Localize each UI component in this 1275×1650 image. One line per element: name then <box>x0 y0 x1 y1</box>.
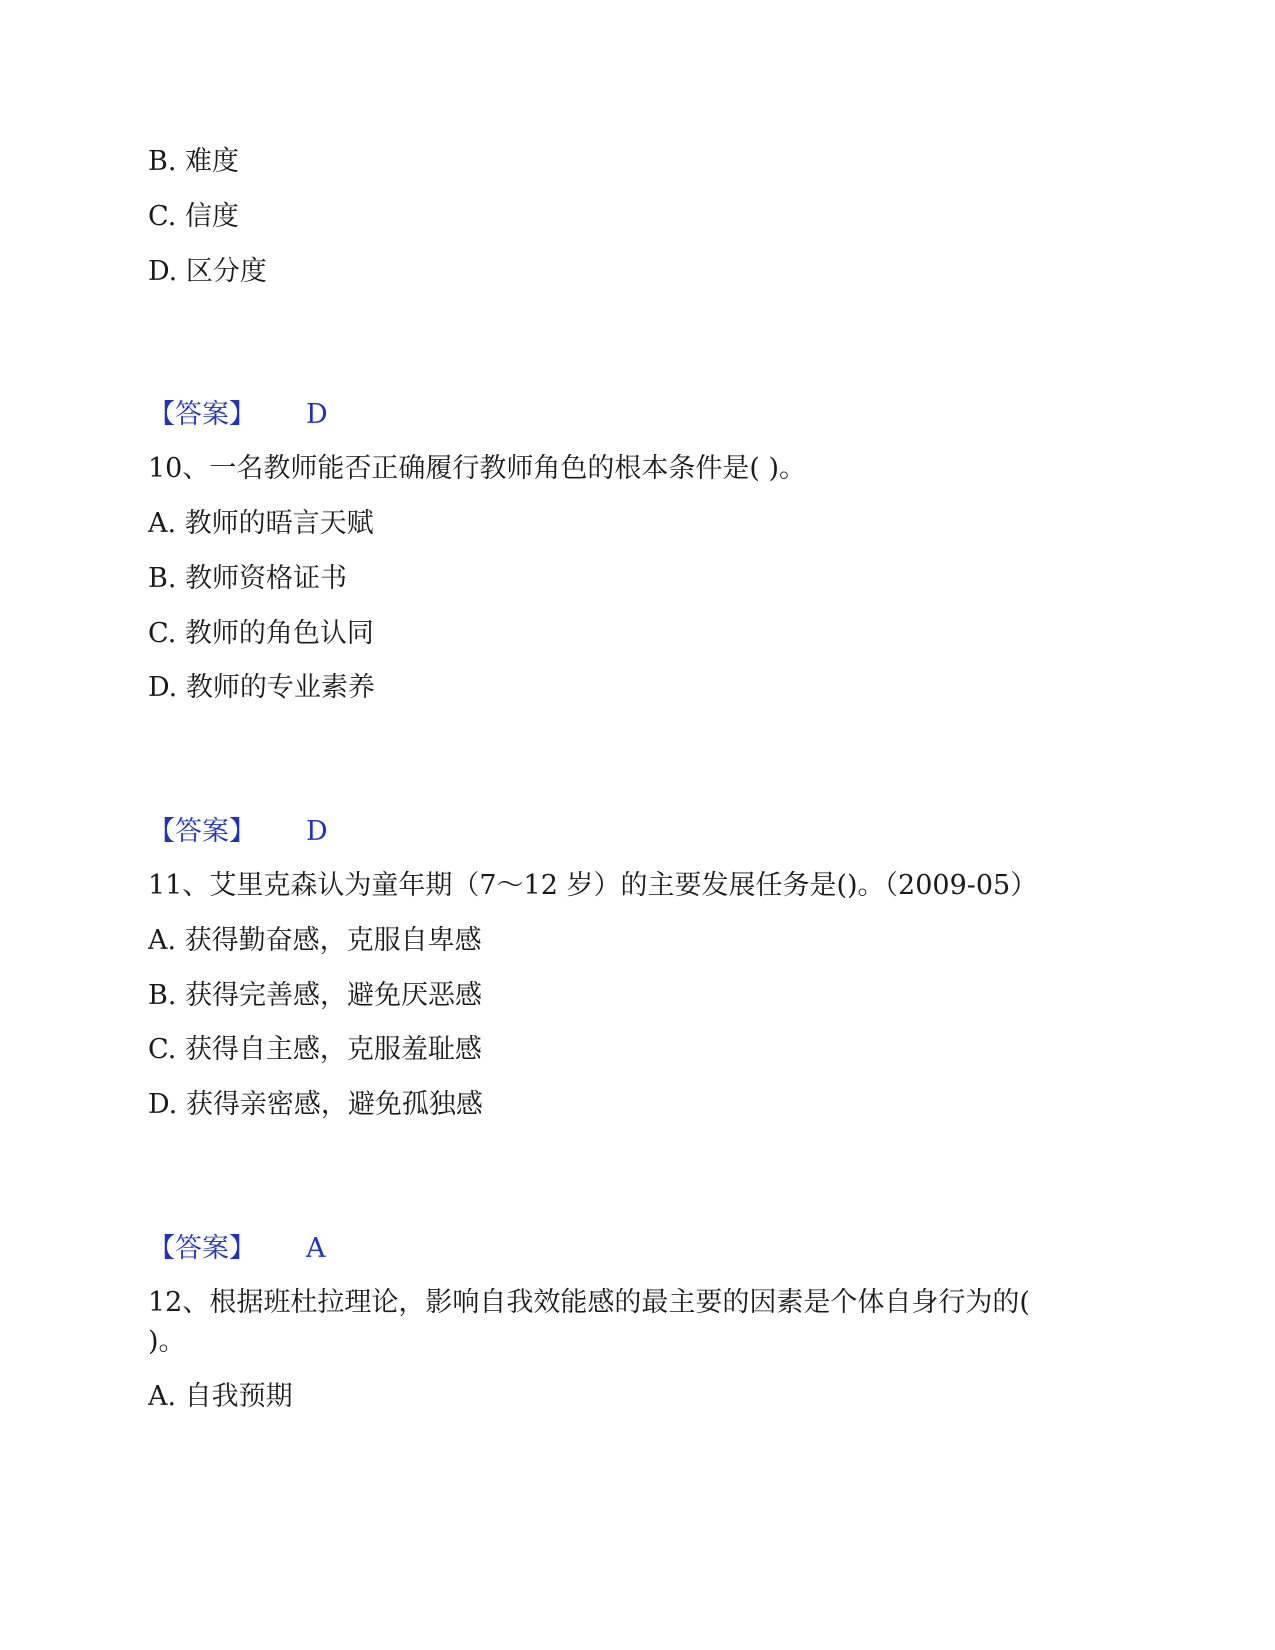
q11-option-c: C. 获得自主感，克服羞耻感 <box>148 1034 482 1065</box>
q12-stem-line2: )。 <box>148 1326 186 1357</box>
q11-answer-label: 【答案】 <box>148 1233 256 1264</box>
q11-stem: 11、艾里克森认为童年期（7～12 岁）的主要发展任务是()。（2009-05） <box>148 870 1038 901</box>
q10-answer-value: D <box>306 816 328 847</box>
q10-stem: 10、一名教师能否正确履行教师角色的根本条件是( )。 <box>148 453 807 484</box>
q10-option-b: B. 教师资格证书 <box>148 563 348 594</box>
q9-option-b: B. 难度 <box>148 146 240 177</box>
q11-answer <box>148 1232 326 1266</box>
q9-option-d: D. 区分度 <box>148 256 267 287</box>
q10-option-d: D. 教师的专业素养 <box>148 672 375 703</box>
q10-option-a: A. 教师的晤言天赋 <box>148 508 374 539</box>
q9-answer-value: D <box>306 399 328 430</box>
q12-stem-line1: 12、根据班杜拉理论，影响自我效能感的最主要的因素是个体自身行为的( <box>148 1287 1030 1318</box>
q10-answer <box>148 815 328 849</box>
q9-answer-label: 【答案】 <box>148 399 256 430</box>
q12-option-a: A. 自我预期 <box>148 1381 293 1412</box>
q11-option-d: D. 获得亲密感，避免孤独感 <box>148 1089 483 1120</box>
q9-answer <box>148 398 328 432</box>
q10-answer-label: 【答案】 <box>148 816 256 847</box>
q11-answer-value: A <box>306 1233 326 1264</box>
q11-option-a: A. 获得勤奋感，克服自卑感 <box>148 925 482 956</box>
q10-option-c: C. 教师的角色认同 <box>148 618 374 649</box>
q9-option-c: C. 信度 <box>148 201 239 232</box>
q11-option-b: B. 获得完善感，避免厌恶感 <box>148 980 483 1011</box>
